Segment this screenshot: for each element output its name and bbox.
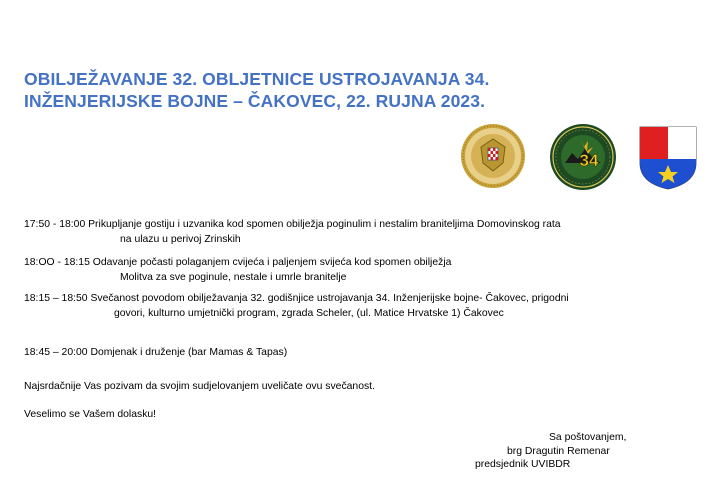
schedule-item-text: 18:15 – 18:50 Svečanost povodom obilježavanja 32. godišnjice ustrojavanja 34. Inženjerijske bojne- Čakovec, prigodni <box>24 293 569 304</box>
signature-role: predsjednik UVIBDR <box>475 459 571 470</box>
schedule-item-text: 18:OO - 18:15 Odavanje počasti polaganjem cvijeća i paljenjem svijeća kod spomen obilježja <box>24 257 452 268</box>
county-coat-of-arms-icon <box>638 125 698 191</box>
schedule-item-3 <box>24 291 569 321</box>
schedule-item-4 <box>24 345 287 360</box>
schedule-item-text: 17:50 - 18:00 Prikupljanje gostiju i uzvanika kod spomen obilježja poginulim i nestalim braniteljima Domovinskog rata <box>24 219 561 230</box>
emblem-row <box>460 123 700 195</box>
schedule-item-detail: govori, kulturno umjetnički program, zgrada Scheler, (ul. Matice Hrvatske 1) Čakovec <box>114 308 504 319</box>
signature-greeting: Sa poštovanjem, <box>549 432 627 443</box>
schedule-item-1 <box>24 217 561 247</box>
battalion-badge-icon <box>548 123 618 191</box>
schedule-item-text: 18:45 – 20:00 Domjenak i druženje (bar Mamas & Tapas) <box>24 347 288 358</box>
title-line-1: OBILJEŽAVANJE 32. OBLJETNICE USTROJAVANJA 34. <box>24 69 490 89</box>
schedule-item-2 <box>24 255 451 285</box>
document-title <box>24 68 704 112</box>
battalion-number: 34 <box>579 151 599 170</box>
invitation-text: Najsrdačnije Vas pozivam da svojim sudjelovanjem uveličate ovu svečanost. <box>24 381 375 392</box>
schedule-item-detail: na ulazu u perivoj Zrinskih <box>120 234 241 245</box>
closing-text: Veselimo se Vašem dolasku! <box>24 409 157 420</box>
veterans-badge-icon <box>460 123 526 189</box>
signature-name: brg Dragutin Remenar <box>507 446 610 457</box>
title-line-2: INŽENJERIJSKE BOJNE – ČAKOVEC, 22. RUJNA 2023. <box>24 91 486 111</box>
schedule-item-detail: Molitva za sve poginule, nestale i umrle branitelje <box>120 272 347 283</box>
